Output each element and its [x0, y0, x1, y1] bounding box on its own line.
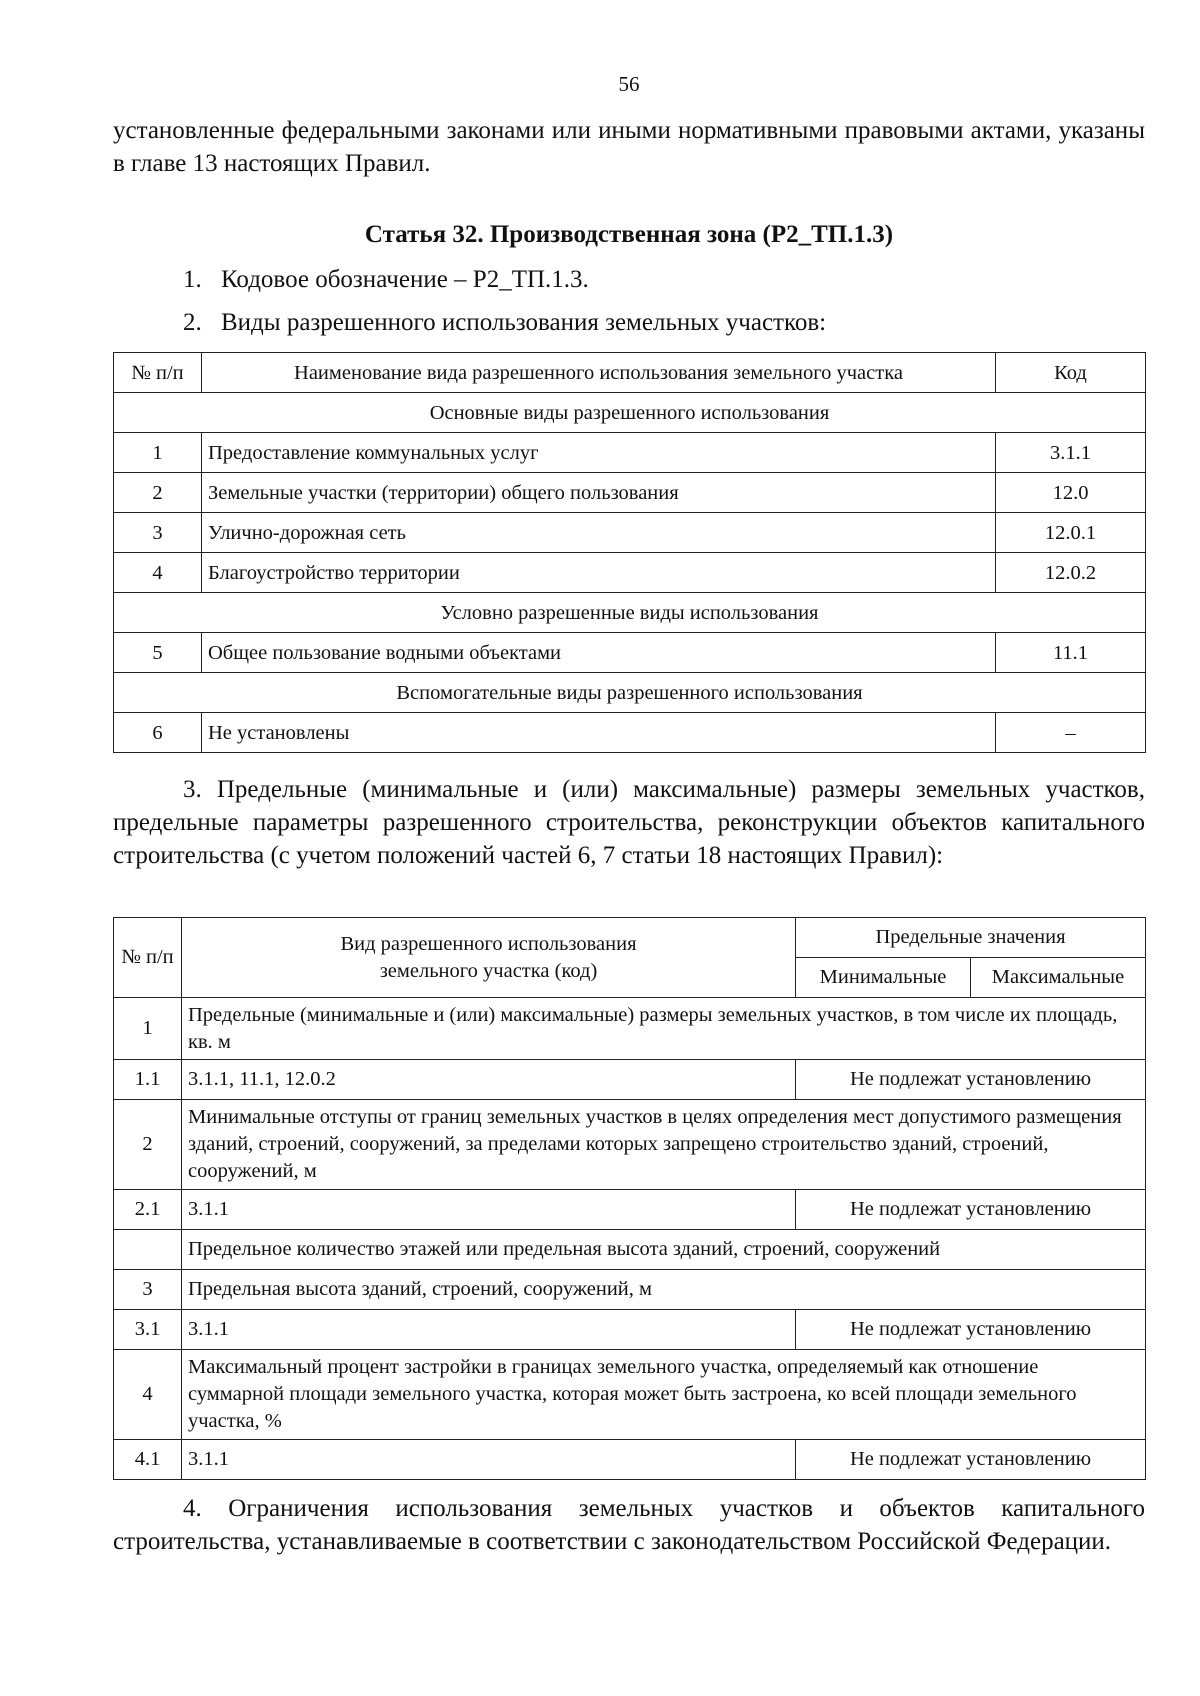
table-header-row	[114, 353, 1146, 393]
table-row	[114, 998, 1146, 1060]
header-kind: Вид разрешенного использования земельного участка (код)	[182, 918, 796, 998]
row-num: 2	[114, 473, 202, 513]
row-code: 3.1.1	[996, 433, 1146, 473]
list-item-text: Виды разрешенного использования земельных участков:	[221, 309, 827, 336]
table-row	[114, 1350, 1146, 1440]
row-num: 2	[114, 1100, 182, 1190]
row-num: 2.1	[114, 1190, 182, 1230]
row-text: Предельные (минимальные и (или) максимальные) размеры земельных участков, в том числе их площадь, кв. м	[182, 998, 1146, 1060]
row-value: Не подлежат установлению	[796, 1060, 1146, 1100]
row-text: Максимальный процент застройки в границах земельного участка, определяемый как отношение суммарной площади земельного участка, которая может быть застроена, ко всей площади земельного участка, %	[182, 1350, 1146, 1440]
table-row	[114, 1100, 1146, 1190]
header-code: Код	[996, 353, 1146, 393]
row-num: 1	[114, 433, 202, 473]
header-num: № п/п	[114, 353, 202, 393]
row-num: 5	[114, 633, 202, 673]
row-num: 4	[114, 1350, 182, 1440]
section-row	[114, 673, 1146, 713]
table-row	[114, 1310, 1146, 1350]
row-text: Предельная высота зданий, строений, сооружений, м	[182, 1270, 1146, 1310]
article-title: Статья 32. Производственная зона (Р2_ТП.1.3)	[364, 221, 894, 248]
row-num: 4	[114, 553, 202, 593]
section-title: Основные виды разрешенного использования	[114, 393, 1146, 433]
row-value: Не подлежат установлению	[796, 1310, 1146, 1350]
row-num: 3	[114, 513, 202, 553]
table-row	[114, 513, 1146, 553]
row-code: 12.0.1	[996, 513, 1146, 553]
page-number: 56	[618, 72, 640, 96]
row-code: 12.0.2	[996, 553, 1146, 593]
row-num: 6	[114, 713, 202, 753]
paragraph-4: 4. Ограничения использования земельных участков и объектов капитального строительства, устанавливаемые в соответствии с законодательством Российской Федерации.	[113, 1495, 1145, 1555]
row-name: Предоставление коммунальных услуг	[202, 433, 996, 473]
list-item-text: Кодовое обозначение – Р2_ТП.1.3.	[221, 266, 589, 293]
table-row	[114, 1440, 1146, 1480]
row-value: Не подлежат установлению	[796, 1440, 1146, 1480]
row-value: Не подлежат установлению	[796, 1190, 1146, 1230]
section-title: Вспомогательные виды разрешенного использования	[114, 673, 1146, 713]
row-num: 4.1	[114, 1440, 182, 1480]
row-text: Минимальные отступы от границ земельных участков в целях определения мест допустимого размещения зданий, строений, сооружений, за пределами которых запрещено строительство зданий, строений, сооружений, м	[182, 1100, 1146, 1190]
intro-paragraph: установленные федеральными законами или иными нормативными правовыми актами, указаны в главе 13 настоящих Правил.	[113, 117, 1145, 177]
header-max: Максимальные	[971, 958, 1146, 998]
section-row	[114, 393, 1146, 433]
row-num: 1	[114, 998, 182, 1060]
row-code: 12.0	[996, 473, 1146, 513]
row-num	[114, 1230, 182, 1270]
table-row	[114, 713, 1146, 753]
header-limits: Предельные значения	[796, 918, 1146, 958]
row-code: 11.1	[996, 633, 1146, 673]
table-row	[114, 1270, 1146, 1310]
row-code: –	[996, 713, 1146, 753]
list-item-1	[183, 263, 589, 296]
row-codes: 3.1.1	[182, 1310, 796, 1350]
row-text: Предельное количество этажей или предельная высота зданий, строений, сооружений	[182, 1230, 1146, 1270]
list-item-number: 2.	[183, 309, 202, 336]
table-row	[114, 433, 1146, 473]
row-codes: 3.1.1	[182, 1440, 796, 1480]
row-codes: 3.1.1, 11.1, 12.0.2	[182, 1060, 796, 1100]
row-name: Земельные участки (территории) общего пользования	[202, 473, 996, 513]
row-name: Улично-дорожная сеть	[202, 513, 996, 553]
row-num: 3	[114, 1270, 182, 1310]
table-row	[114, 1190, 1146, 1230]
table-row	[114, 1060, 1146, 1100]
header-min: Минимальные	[796, 958, 971, 998]
list-item-number: 1.	[183, 266, 202, 293]
table-row	[114, 473, 1146, 513]
table-row	[114, 553, 1146, 593]
row-num: 1.1	[114, 1060, 182, 1100]
table-header-row	[114, 918, 1146, 958]
row-name: Благоустройство территории	[202, 553, 996, 593]
list-item-2	[183, 306, 826, 339]
header-num: № п/п	[114, 918, 182, 998]
limit-parameters-table	[113, 917, 1146, 1480]
row-codes: 3.1.1	[182, 1190, 796, 1230]
paragraph-3: 3. Предельные (минимальные и (или) максимальные) размеры земельных участков, предельные параметры разрешенного строительства, реконструкции объектов капитального строительства (с учетом положений частей 6, 7 статьи 18 настоящих Правил):	[113, 776, 1145, 869]
table-row	[114, 1230, 1146, 1270]
section-row	[114, 593, 1146, 633]
row-name: Не установлены	[202, 713, 996, 753]
header-name: Наименование вида разрешенного использования земельного участка	[202, 353, 996, 393]
table-row	[114, 633, 1146, 673]
row-num: 3.1	[114, 1310, 182, 1350]
section-title: Условно разрешенные виды использования	[114, 593, 1146, 633]
land-use-types-table	[113, 352, 1146, 753]
row-name: Общее пользование водными объектами	[202, 633, 996, 673]
